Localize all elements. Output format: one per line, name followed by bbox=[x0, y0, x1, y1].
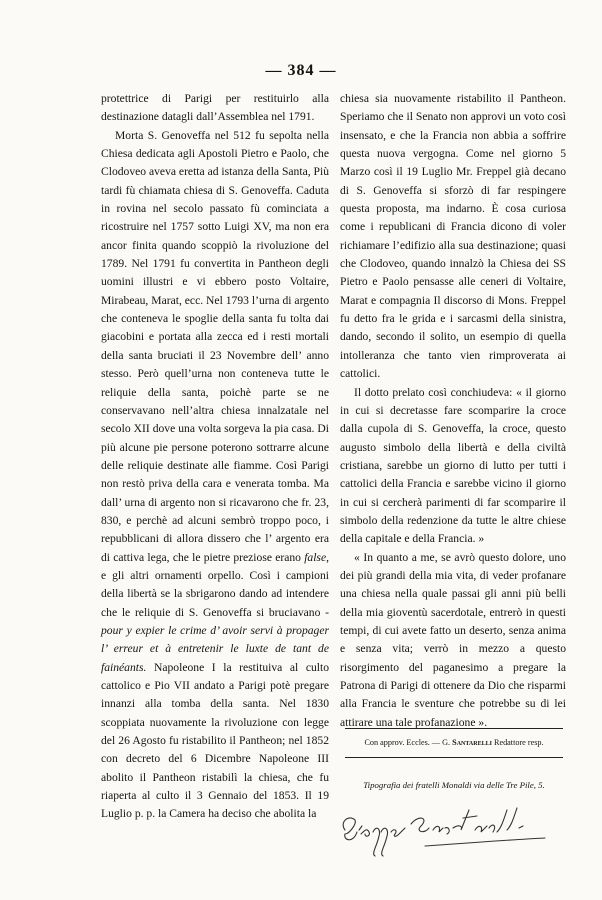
page-number: — 384 — bbox=[265, 62, 337, 79]
right-column bbox=[340, 90, 566, 732]
italic-quote: pour y expier le crime d’ avoir servi à propager l’ erreur et à entretenir le luxte de tant de fainéants. bbox=[101, 623, 329, 674]
paragraph: Il dotto prelato così conchiudeva: « il giorno in cui si decretasse fare scomparire la croce dalla cupola di S. Genoveffa, la croce, questo augusto simbolo della libertà e della civiltà cristiana, sarebbe un giorno di lutto per tutti i cattolici della Francia e sarebbe vicino il giorno in cui si cercherà parimenti di far scomparire il simbolo della redenzione da tutte le altre chiese della capitale e della Francia. » bbox=[340, 385, 566, 546]
paragraph: protettrice di Parigi per restituirlo alla destinazione datagli dall’Assemblea nel 1791. bbox=[101, 92, 329, 124]
svg-text:Giuseppe Santarelli: Giuseppe Santarelli bbox=[335, 800, 343, 801]
paragraph: Morta S. Genoveffa nel 512 fu sepolta nella Chiesa dedicata agli Apostoli Pietro e Paolo, che Clodoveo aveva eretta ad istanza della Santa, Più tardi fù chiamata chiesa di S. Genoveffa. Caduta in rovina nel secolo passato fù cominciata a ricostruire nel 1757 sotto Luigi XV, ma non era ancor finita quando scoppiò la rivoluzione del 1789. Nel 1791 fu convertita in Pantheon degli uomini illustri e vi ebbero posto Voltaire, Mirabeau, Marat, ecc. Nel 1793 l’urna di argento che conteneva le spoglie della santa fu tolta dai giacobini e portata alla zecca ed i resti mortali della santa bruciati il 23 Novembre dell’ anno stesso. Però quell’urna non conteneva tutte le reliquie della santa, poichè parte se ne conservavano nell’altra chiesa innalzatale nel secolo XII dove una volta sorgeva la pia casa. Di più alcune pie persone poterono sottrarre alcune delle reliquie destinate alle fiamme. Così Parigi non restò priva della cara e venerata tomba. Ma dall’ urna di argento non si ricavarono che fr. 23, 830, e perchè ad alcuni sembrò troppo poco, i repubblicani di allora dissero che l’ argento era di cattiva lega, che le pietre preziose erano false, e gli altri ornamenti orpello. Così i campioni della libertà se la sbrigarono dando ad intendere che le reliquie di S. Genoveffa si bruciavano - pour y expier le crime d’ avoir servi à propager l’ erreur et à entretenir le luxte de tant de fainéants. Napoleone I la restituiva al culto cattolico e Pio VII andato a Parigi potè pregare innanzi alla tomba della santa. Nel 1830 scoppiata nuovamente la rivoluzione con legge del 26 Agosto fu ristabilito il Pantheon; nel 1852 con decreto del 6 Dicembre Napoleone III abolito il Pantheon ristabilì la chiesa, che fu riaperta al culto il 3 Gennaio del 1853. Il 19 Luglio p. p. la Camera ha deciso che abolita la bbox=[101, 128, 329, 821]
divider bbox=[345, 728, 563, 729]
left-column bbox=[101, 90, 329, 824]
paragraph: « In quanto a me, se avrò questo dolore, uno dei più grandi della mia vita, di veder profanare una chiesa nella quale passai gli anni più belli della mia gioventù sacerdotale, entrerò in questi tempi, di cui avete fatto un deserto, senza anima e senza vita; verrò in mezzo a questo risorgimento del paganesimo a pregare la Patrona di Parigi di ottenere da Dio che risparmi alla Francia le sventure che potrebbe su di lei attirare una tale profanazione ». bbox=[340, 550, 566, 729]
handwritten-signature bbox=[335, 800, 565, 860]
divider bbox=[345, 757, 563, 758]
approval-line: Con approv. Eccles. — G. Santarelli Redattore resp. bbox=[364, 738, 544, 747]
paragraph: chiesa sia nuovamente ristabilito il Pantheon. Speriamo che il Senato non approvi un voto così insensato, e che la Francia non abbia a soffrire questa nuova vergogna. Come nel giorno 5 Marzo così il 19 Luglio Mr. Freppel già decano di S. Genoveffa si sforzò di far respingere questa proposta, ma indarno. È cosa curiosa come i republicani di Francia dicono di voler richiamare l’edifizio alla sua destinazione; quasi che Clodoveo, quando innalzò la Chiesa dei SS Pietro e Paolo pensasse alle ceneri di Voltaire, Marat e compagnia Il discorso di Mons. Freppel fu detto fra le grida e i sarcasmi della sinistra, dando, secondo il solito, un esempio di quella intolleranza che tanto vien rimproverata ai cattolici. bbox=[340, 92, 566, 381]
printer-line: Tipografia dei fratelli Monaldi via delle Tre Pile, 5. bbox=[363, 780, 545, 790]
italic-text: false bbox=[304, 550, 327, 564]
